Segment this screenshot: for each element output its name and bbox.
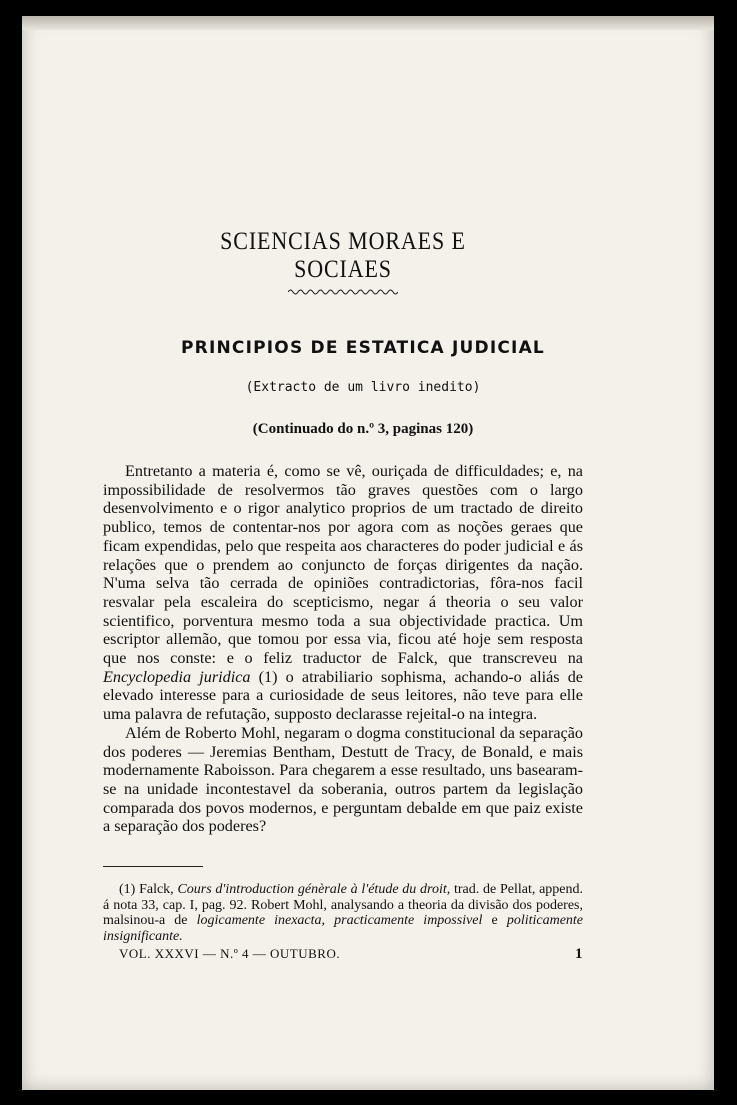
ornament-divider	[288, 288, 398, 296]
footnote-italic: politicamente insignificante.	[103, 913, 584, 944]
article-title: PRINCIPIOS DE ESTATICA JUDICIAL	[181, 338, 545, 358]
sheet-number: 1	[575, 946, 583, 962]
footnote-divider	[103, 866, 203, 867]
paragraph: Além de Roberto Mohl, negaram o dogma constitucional da separação dos poderes — Jeremias Bentham, Destutt de Tracy, de Bonald, e mais modernamente Raboisson. Para chegarem a esse resultado, uns basearam-se na unidade incontestavel da soberania, outros partem da legislação comparada dos povos modernos, e perguntam debalde em que paiz existe a separação dos poderes?	[103, 723, 583, 836]
paragraph	[103, 462, 583, 724]
article-body	[103, 462, 583, 836]
paragraph-text: Entretanto a materia é, como se vê, ouriçada de difficuldades; e, na impossibilidade de resolvermos tão graves questões com o largo desenvolvimento e o rigor analytico proprios de um tractado de direito publico, temos de contentar-nos por agora com as noções geraes que ficam expendidas, pelo que respeita aos characteres do poder judicial e ás relações que o prendem ao conjuncto de forças dirigentes da nação. N'uma selva tão cerrada de opiniões contradictorias, fôra-nos facil resvalar pela escaleira do scepticismo, negar á theoria o seu valor scientifico, porventura mesmo toda a sua objectividade practica. Um escriptor allemão, que tomou por essa via, ficou até hoje sem resposta que nos conste: e o feliz traductor de Falck, que transcreveu na	[103, 462, 583, 668]
page-top-edge	[22, 16, 714, 30]
italic-reference: Encyclopedia juridica	[103, 667, 251, 686]
continued-note: (Continuado do n.º 3, paginas 120)	[252, 421, 474, 437]
article-subtitle: (Extracto de um livro inedito)	[245, 380, 481, 395]
footnote-marker: (1) Falck,	[119, 882, 174, 897]
footnote-text	[103, 882, 583, 944]
footnote	[103, 882, 583, 944]
document-page	[22, 16, 714, 1090]
footnote-body: e	[491, 913, 498, 928]
footnote-italic: Cours d'introduction génèrale à l'étude du droit,	[177, 882, 451, 897]
paragraph-text: (1) o atrabiliario sophisma, achando-o aliás de elevado interesse para a curiosidade de seus leitores, não teve para elle uma palavra de refutação, supposto declarasse rejeital-o na integra.	[103, 667, 583, 724]
footnote-italic: logicamente inexacta, practicamente impossivel	[196, 913, 483, 928]
signature-line	[119, 946, 583, 962]
volume-signature: VOL. XXXVI — N.º 4 — OUTUBRO.	[119, 946, 341, 961]
section-title: SCIENCIAS MORAES E SOCIAES	[220, 228, 466, 283]
footnote-body: trad. de Pellat, append. á nota 33, cap. I, pag. 92. Robert Mohl, analysando a theoria da divisão dos poderes, malsinou-a de	[103, 882, 584, 928]
